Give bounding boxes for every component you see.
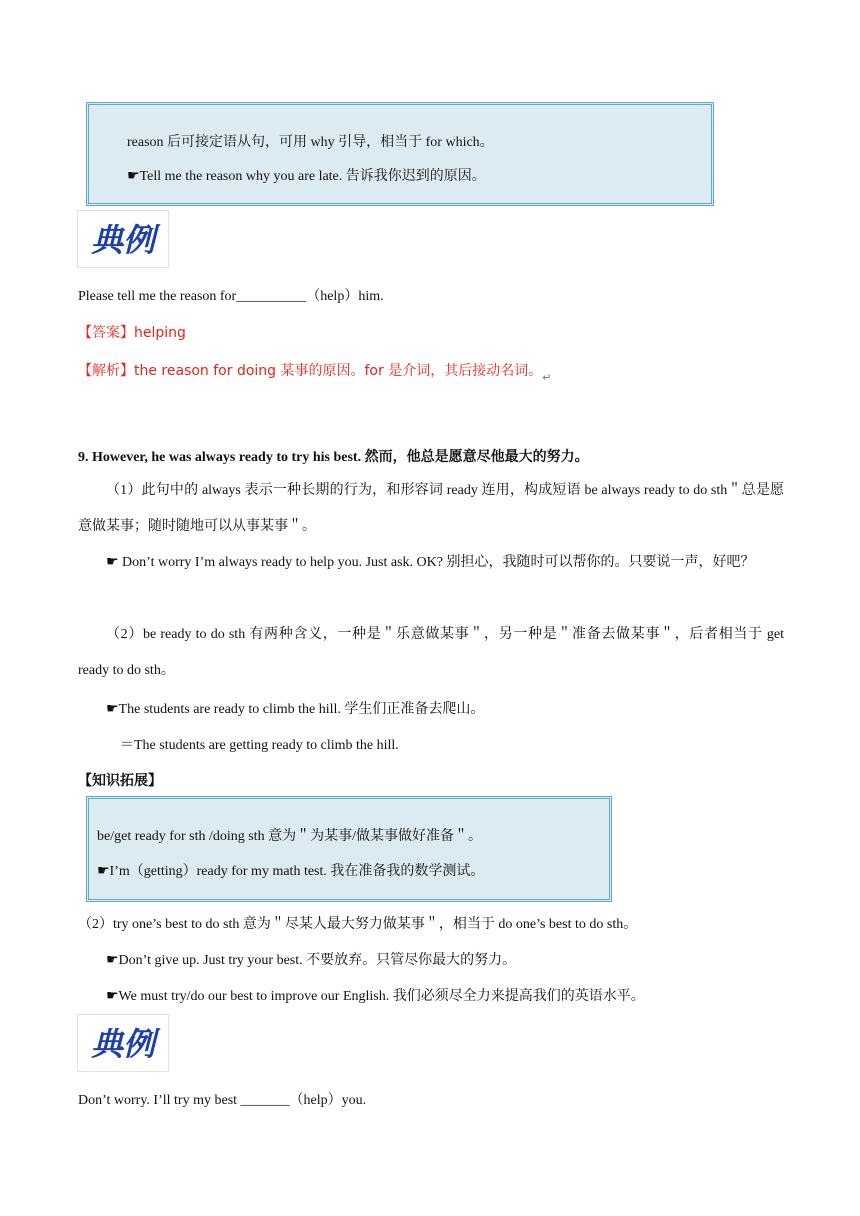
analysis-text: 【解析】the reason for doing 某事的原因。for 是介词，其后接动名词。 — [78, 363, 543, 379]
note-box — [86, 796, 612, 902]
example-logo-icon — [78, 211, 168, 267]
paragraph-1: （1）此句中的 always 表示一种长期的行为，和形容词 ready 连用，构成短语 be always ready to do sth＂总是愿意做某事；随时随地可以从事某事＂。 — [78, 483, 784, 534]
note-example: ☛Tell me the reason why you are late. 告诉我你迟到的原因。 — [127, 169, 486, 184]
note-example: ☛I’m（getting）ready for my math test. 我在准备我的数学测试。 — [97, 864, 485, 879]
paragraph-3: （2）be ready to do sth 有两种含义，一种是＂乐意做某事＂，另一种是＂准备去做某事＂，后者相当于 get ready to do sth。 — [78, 627, 784, 678]
answer-label: 【答案】helping — [78, 325, 186, 341]
note-box — [86, 102, 714, 206]
section-heading: 9. However, he was always ready to try his best. 然而，他总是愿意尽他最大的努力。 — [78, 450, 589, 465]
example-logo — [77, 210, 169, 268]
paragraph-2: ☛ Don’t worry I’m always ready to help you. Just ask. OK? 别担心，我随时可以帮你的。只要说一声，好吧？ — [106, 555, 755, 570]
return-mark-icon: ↵ — [542, 371, 552, 384]
svg-text:典例: 典例 — [90, 1025, 156, 1063]
example-logo-icon — [78, 1015, 168, 1071]
expand-heading: 【知识拓展】 — [78, 773, 162, 789]
example-sentence: ＝The students are getting ready to climb the hill. — [120, 738, 399, 753]
example-sentence: ☛Don’t give up. Just try your best. 不要放弃。只管尽你最大的努力。 — [106, 953, 517, 968]
question-1: Please tell me the reason for__________（help）him. — [78, 289, 384, 304]
svg-text:典例: 典例 — [90, 221, 156, 259]
paragraph-4: （2）try one’s best to do sth 意为＂尽某人最大努力做某事＂，相当于 do one’s best to do sth。 — [78, 917, 638, 932]
note-line: be/get ready for sth /doing sth 意为＂为某事/做某事做好准备＂。 — [97, 829, 482, 844]
example-sentence: ☛The students are ready to climb the hill. 学生们正准备去爬山。 — [106, 702, 485, 717]
example-sentence: ☛We must try/do our best to improve our English. 我们必须尽全力来提高我们的英语水平。 — [106, 989, 645, 1004]
note-line: reason 后可接定语从句，可用 why 引导，相当于 for which。 — [127, 135, 494, 150]
analysis-label — [78, 360, 552, 384]
example-logo — [77, 1014, 169, 1072]
question-2: Don’t worry. I’ll try my best _______（help）you. — [78, 1093, 367, 1108]
